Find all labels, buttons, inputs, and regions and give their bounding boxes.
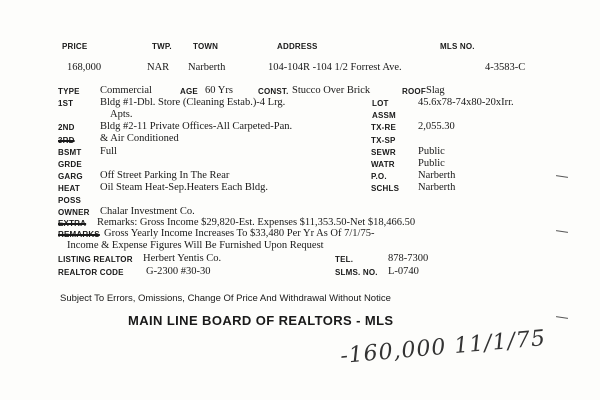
const-value: Stucco Over Brick — [292, 85, 371, 96]
slms-value: L-0740 — [388, 266, 419, 277]
lot-label: LOT — [372, 99, 389, 108]
tx-sp-label: TX-SP — [371, 136, 396, 145]
slms-label: SLMS. NO. — [335, 268, 378, 277]
type-value: Commercial — [100, 85, 152, 96]
const-label: CONST. — [258, 87, 289, 96]
sewr-label: SEWR — [371, 148, 396, 157]
extra-label: EXTRA — [58, 219, 87, 228]
remarks-value: Gross Yearly Income Increases To $33,480 Per Yr As Of 7/1/75- — [104, 228, 375, 239]
first-floor-value: Bldg #1-Dbl. Store (Cleaning Estab.)-4 Lrg. — [100, 97, 286, 108]
handwritten-note: -160,000 11/1/75 — [339, 326, 547, 369]
realtor-code-value: G-2300 #30-30 — [146, 266, 211, 277]
twp-label: TWP. — [152, 42, 172, 51]
second-floor-label: 2ND — [58, 123, 75, 132]
remarks-label: REMARKS — [58, 230, 100, 239]
town-label: TOWN — [193, 42, 219, 51]
price-value: 168,000 — [67, 62, 102, 73]
sewr-value: Public — [418, 146, 445, 157]
bsmt-value: Full — [100, 146, 117, 157]
age-label: AGE — [180, 87, 198, 96]
first-floor-label: 1ST — [58, 99, 74, 108]
watr-label: WATR — [371, 160, 395, 169]
address-label: ADDRESS — [277, 42, 318, 51]
heat-value: Oil Steam Heat-Sep.Heaters Each Bldg. — [100, 182, 268, 193]
address-value: 104-104R -104 1/2 Forrest Ave. — [268, 62, 402, 73]
grde-label: GRDE — [58, 160, 82, 169]
mls-label: MLS NO. — [440, 42, 475, 51]
watr-value: Public — [418, 158, 445, 169]
twp-value: NAR — [147, 62, 170, 73]
mls-value: 4-3583-C — [485, 62, 526, 73]
bsmt-label: BSMT — [58, 148, 82, 157]
schls-label: SCHLS — [371, 184, 400, 193]
garg-value: Off Street Parking In The Rear — [100, 170, 230, 181]
tel-value: 878-7300 — [388, 253, 429, 264]
third-floor-label: 3RD — [58, 136, 75, 145]
edge-mark — [556, 316, 568, 319]
po-label: P.O. — [371, 172, 387, 181]
lot-value: 45.6x78-74x80-20xIrr. — [418, 97, 514, 108]
assm-label: ASSM — [372, 111, 396, 120]
tx-re-label: TX-RE — [371, 123, 396, 132]
owner-label: OWNER — [58, 208, 90, 217]
po-value: Narberth — [418, 170, 456, 181]
tel-label: TEL. — [335, 255, 354, 264]
town-value: Narberth — [188, 62, 226, 73]
roof-label: ROOF — [402, 87, 426, 96]
second-floor-value: Bldg #2-11 Private Offices-All Carpeted-Pan. — [100, 121, 293, 132]
garg-label: GARG — [58, 172, 83, 181]
schls-value: Narberth — [418, 182, 456, 193]
edge-mark — [556, 175, 568, 178]
owner-value: Chalar Investment Co. — [100, 206, 195, 217]
roof-value: Slag — [426, 85, 445, 96]
heat-label: HEAT — [58, 184, 80, 193]
price-label: PRICE — [62, 42, 88, 51]
poss-label: POSS — [58, 196, 82, 205]
edge-mark — [556, 230, 568, 233]
tx-re-value: 2,055.30 — [418, 121, 455, 132]
remarks-value-cont: Income & Expense Figures Will Be Furnished Upon Request — [67, 240, 324, 251]
listing-realtor-value: Herbert Yentis Co. — [143, 253, 222, 264]
disclaimer-text: Subject To Errors, Omissions, Change Of Price And Withdrawal Without Notice — [60, 293, 391, 304]
board-title: MAIN LINE BOARD OF REALTORS - MLS — [128, 313, 394, 328]
first-floor-value-cont: Apts. — [110, 109, 133, 120]
realtor-code-label: REALTOR CODE — [58, 268, 124, 277]
listing-realtor-label: LISTING REALTOR — [58, 255, 133, 264]
extra-value: Remarks: Gross Income $29,820-Est. Expenses $11,353.50-Net $18,466.50 — [97, 217, 416, 228]
second-floor-value-cont: & Air Conditioned — [100, 133, 179, 144]
age-value: 60 Yrs — [205, 85, 233, 96]
type-label: TYPE — [58, 87, 80, 96]
